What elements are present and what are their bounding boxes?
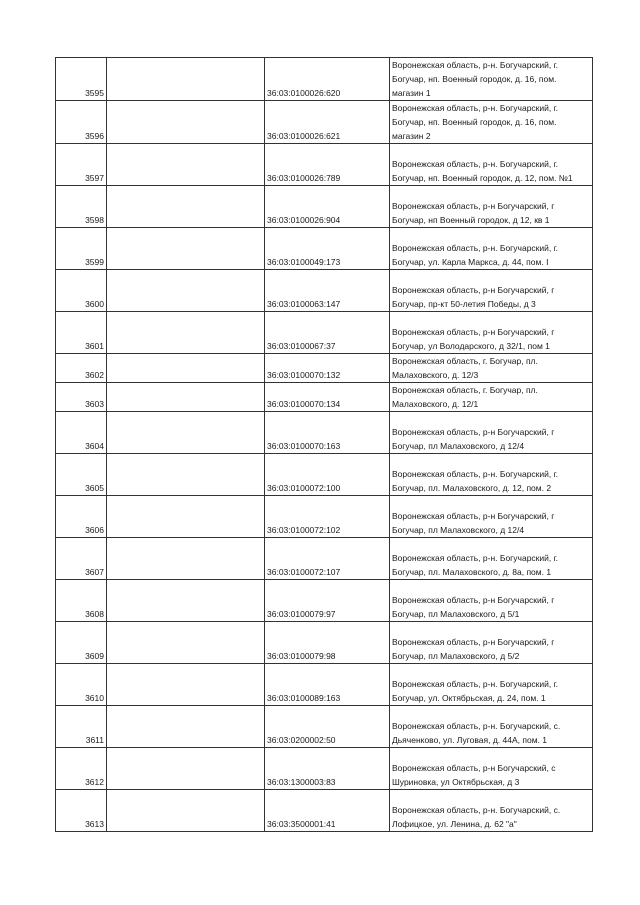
address: Воронежская область, р-н Богучарский, г Богучар, пл Малаховского, д 12/4 [390, 412, 593, 454]
address: Воронежская область, р-н. Богучарский, г. Богучар, пл. Малаховского, д. 8а, пом. 1 [390, 538, 593, 580]
address: Воронежская область, р-н. Богучарский, г. Богучар, нп. Военный городок, д. 12, пом. №1 [390, 144, 593, 186]
cadastral-number: 36:03:0100067:37 [265, 312, 390, 354]
table-row [56, 354, 593, 383]
address: Воронежская область, г. Богучар, пл. Малаховского, д. 12/3 [390, 354, 593, 383]
address: Воронежская область, р-н. Богучарский, г. Богучар, нп. Военный городок, д. 16, пом. магазин 2 [390, 101, 593, 144]
empty-cell [107, 354, 265, 383]
address: Воронежская область, р-н Богучарский, г Богучар, нп Военный городок, д 12, кв 1 [390, 186, 593, 228]
cadastral-number: 36:03:0100079:98 [265, 622, 390, 664]
row-number: 3596 [56, 101, 107, 144]
table-row [56, 790, 593, 832]
address: Воронежская область, р-н. Богучарский, г. Богучар, нп. Военный городок, д. 16, пом. магазин 1 [390, 58, 593, 101]
row-number: 3598 [56, 186, 107, 228]
address: Воронежская область, р-н Богучарский, г Богучар, пл Малаховского, д 12/4 [390, 496, 593, 538]
address: Воронежская область, г. Богучар, пл. Малаховского, д. 12/1 [390, 383, 593, 412]
table-row [56, 58, 593, 101]
empty-cell [107, 228, 265, 270]
table-row [56, 383, 593, 412]
address: Воронежская область, р-н. Богучарский, г. Богучар, пл. Малаховского, д. 12, пом. 2 [390, 454, 593, 496]
row-number: 3602 [56, 354, 107, 383]
row-number: 3610 [56, 664, 107, 706]
table-row [56, 496, 593, 538]
cadastral-number: 36:03:0100026:620 [265, 58, 390, 101]
table-row [56, 664, 593, 706]
cadastral-number: 36:03:1300003:83 [265, 748, 390, 790]
address: Воронежская область, р-н. Богучарский, г. Богучар, ул. Октябрьская, д. 24, пом. 1 [390, 664, 593, 706]
empty-cell [107, 58, 265, 101]
row-number: 3609 [56, 622, 107, 664]
row-number: 3608 [56, 580, 107, 622]
empty-cell [107, 790, 265, 832]
table-row [56, 748, 593, 790]
empty-cell [107, 580, 265, 622]
empty-cell [107, 538, 265, 580]
cadastral-number: 36:03:0100070:132 [265, 354, 390, 383]
table-row [56, 412, 593, 454]
row-number: 3604 [56, 412, 107, 454]
empty-cell [107, 706, 265, 748]
address: Воронежская область, р-н. Богучарский, с. Лофицкое, ул. Ленина, д. 62 "а" [390, 790, 593, 832]
address: Воронежская область, р-н Богучарский, г Богучар, ул Володарского, д 32/1, пом 1 [390, 312, 593, 354]
table-row [56, 228, 593, 270]
empty-cell [107, 144, 265, 186]
table-row [56, 270, 593, 312]
empty-cell [107, 270, 265, 312]
address: Воронежская область, р-н Богучарский, г Богучар, пл Малаховского, д 5/1 [390, 580, 593, 622]
register-table [55, 57, 593, 832]
cadastral-number: 36:03:3500001:41 [265, 790, 390, 832]
empty-cell [107, 101, 265, 144]
cadastral-number: 36:03:0100089:163 [265, 664, 390, 706]
address: Воронежская область, р-н Богучарский, с Шуриновка, ул Октябрьская, д 3 [390, 748, 593, 790]
row-number: 3600 [56, 270, 107, 312]
address: Воронежская область, р-н Богучарский, г Богучар, пр-кт 50-летия Победы, д 3 [390, 270, 593, 312]
table-row [56, 312, 593, 354]
empty-cell [107, 496, 265, 538]
empty-cell [107, 186, 265, 228]
cadastral-number: 36:03:0100072:107 [265, 538, 390, 580]
cadastral-number: 36:03:0200002:50 [265, 706, 390, 748]
table-row [56, 580, 593, 622]
cadastral-number: 36:03:0100049:173 [265, 228, 390, 270]
empty-cell [107, 454, 265, 496]
table-row [56, 706, 593, 748]
cadastral-number: 36:03:0100079:97 [265, 580, 390, 622]
empty-cell [107, 383, 265, 412]
cadastral-number: 36:03:0100070:163 [265, 412, 390, 454]
cadastral-number: 36:03:0100026:904 [265, 186, 390, 228]
table-row [56, 101, 593, 144]
table-row [56, 186, 593, 228]
row-number: 3612 [56, 748, 107, 790]
row-number: 3595 [56, 58, 107, 101]
cadastral-number: 36:03:0100026:621 [265, 101, 390, 144]
row-number: 3605 [56, 454, 107, 496]
table-row [56, 454, 593, 496]
empty-cell [107, 412, 265, 454]
row-number: 3611 [56, 706, 107, 748]
table-row [56, 538, 593, 580]
empty-cell [107, 664, 265, 706]
row-number: 3613 [56, 790, 107, 832]
empty-cell [107, 312, 265, 354]
cadastral-number: 36:03:0100072:100 [265, 454, 390, 496]
cadastral-number: 36:03:0100072:102 [265, 496, 390, 538]
cadastral-number: 36:03:0100070:134 [265, 383, 390, 412]
row-number: 3606 [56, 496, 107, 538]
address: Воронежская область, р-н. Богучарский, с. Дьяченково, ул. Луговая, д. 44А, пом. 1 [390, 706, 593, 748]
address: Воронежская область, р-н Богучарский, г Богучар, пл Малаховского, д 5/2 [390, 622, 593, 664]
cadastral-number: 36:03:0100026:789 [265, 144, 390, 186]
row-number: 3597 [56, 144, 107, 186]
address: Воронежская область, р-н. Богучарский, г. Богучар, ул. Карла Маркса, д. 44, пом. I [390, 228, 593, 270]
row-number: 3603 [56, 383, 107, 412]
table-row [56, 144, 593, 186]
cadastral-number: 36:03:0100063:147 [265, 270, 390, 312]
row-number: 3607 [56, 538, 107, 580]
row-number: 3601 [56, 312, 107, 354]
empty-cell [107, 748, 265, 790]
empty-cell [107, 622, 265, 664]
row-number: 3599 [56, 228, 107, 270]
table-row [56, 622, 593, 664]
